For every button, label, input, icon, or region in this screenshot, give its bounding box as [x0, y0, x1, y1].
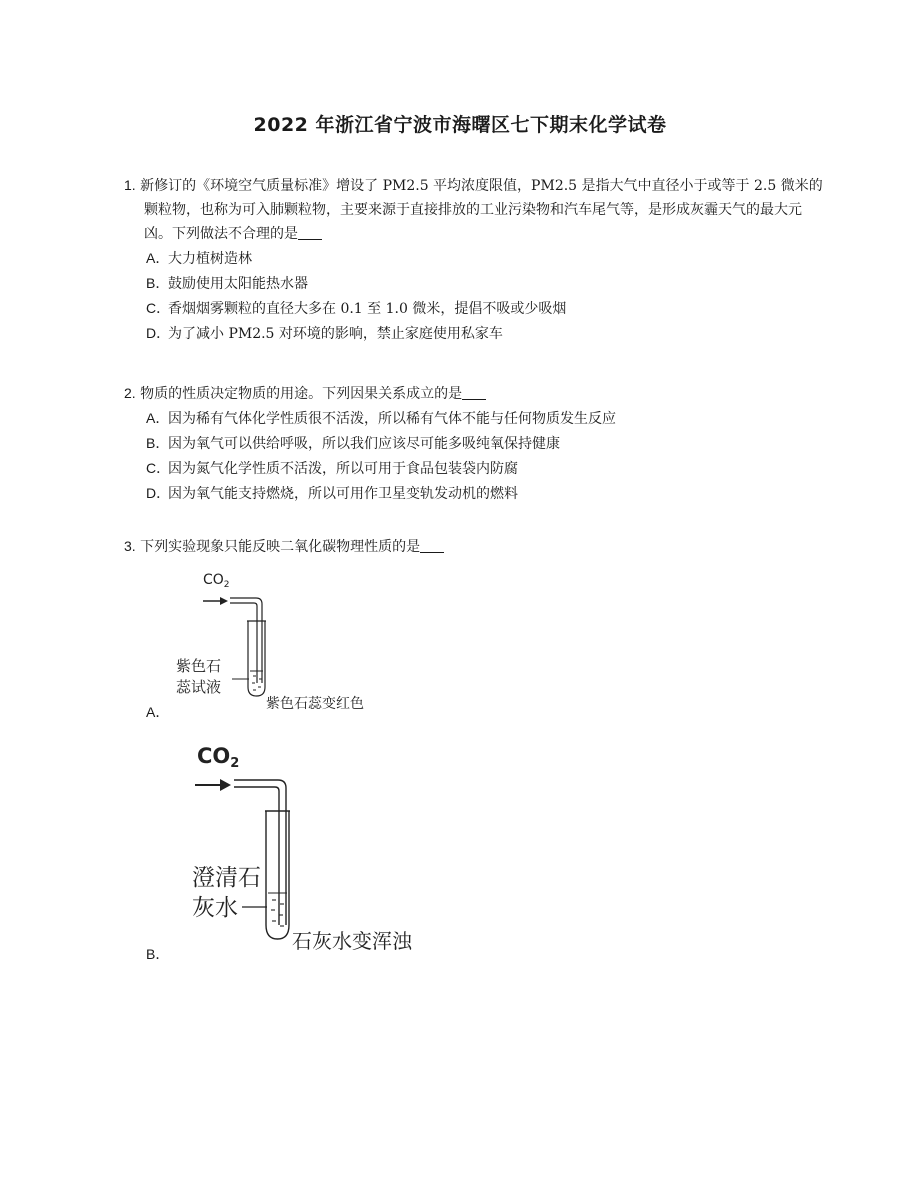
option-b: [124, 431, 824, 456]
option-a-label: A．: [146, 704, 170, 720]
option-text: 香烟烟雾颗粒的直径大多在 0.1 至 1.0 微米，提倡不吸或少吸烟: [168, 301, 567, 317]
option-label: A．: [146, 250, 170, 266]
option-b: [124, 271, 824, 296]
option-label: B．: [146, 275, 170, 291]
option-label: B．: [146, 435, 170, 451]
option-label: D．: [146, 325, 171, 341]
option-text: 因为氧气能支持燃烧，所以可用作卫星变轨发动机的燃料: [168, 486, 518, 502]
option-label: D．: [146, 485, 171, 501]
delivery-tube: [230, 598, 262, 683]
question-number: 2.: [124, 385, 136, 401]
option-text: 为了减小 PM2.5 对环境的影响，禁止家庭使用私家车: [168, 326, 503, 342]
answer-blank: [298, 225, 322, 240]
arrow-icon: [195, 779, 231, 791]
question-2: [124, 381, 824, 506]
figure-a-litmus-test-tube: [170, 565, 390, 720]
option-text: 因为氮气化学性质不活泼，所以可用于食品包装袋内防腐: [168, 461, 518, 477]
figure-a-gas-label: $CO_2$: [203, 572, 230, 590]
figure-a-result: 紫色石蕊变红色: [266, 696, 364, 712]
question-stem: [124, 173, 824, 246]
delivery-tube: [234, 780, 286, 925]
option-d: [124, 481, 824, 506]
option-text: 大力植树造林: [168, 251, 252, 267]
question-stem: [124, 534, 824, 559]
option-label: C．: [146, 300, 171, 316]
question-3: [124, 534, 824, 559]
question-text: 下列实验现象只能反映二氧化碳物理性质的是: [140, 539, 421, 555]
option-a: [124, 246, 824, 271]
option-c: [124, 456, 824, 481]
question-stem: [124, 381, 824, 406]
option-text: 鼓励使用太阳能热水器: [168, 276, 308, 292]
question-number: 3.: [124, 538, 136, 554]
arrow-icon: [203, 597, 228, 605]
option-b-label: B．: [146, 946, 170, 962]
answer-blank: [462, 385, 486, 400]
question-1: [124, 173, 824, 346]
question-text: 新修订的《环境空气质量标准》增设了 PM2.5 平均浓度限值，PM2.5 是指大气中直径小于或等于 2.5 微米的颗粒物，也称为可入肺颗粒物，主要来源于直接排放的工业污染物和汽车尾气等，是形成灰霾天气的最大元凶。下列做法不合理的是: [140, 178, 823, 242]
figure-b-limewater-test-tube: [170, 735, 450, 960]
option-d: [124, 321, 824, 346]
option-label: C．: [146, 460, 171, 476]
page-title: 2022 年浙江省宁波市海曙区七下期末化学试卷: [253, 114, 667, 136]
option-a: [124, 406, 824, 431]
figure-b-result: 石灰水变浑浊: [292, 929, 412, 953]
liquid-level-marks: [268, 893, 287, 926]
option-text: 因为氧气可以供给呼吸，所以我们应该尽可能多吸纯氧保持健康: [168, 436, 560, 452]
option-text: 因为稀有气体化学性质很不活泼，所以稀有气体不能与任何物质发生反应: [168, 411, 616, 427]
figure-b-gas-label: CO2: [197, 744, 240, 771]
answer-blank: [420, 538, 444, 553]
figure-a-reagent-line2: 蕊试液: [176, 678, 222, 696]
option-label: A．: [146, 410, 170, 426]
question-number: 1.: [124, 177, 136, 193]
option-c: [124, 296, 824, 321]
figure-a-reagent-line1: 紫色石: [176, 657, 222, 675]
figure-b-reagent-line2: 灰水: [192, 895, 238, 921]
figure-b-reagent-line1: 澄清石: [192, 865, 261, 891]
question-text: 物质的性质决定物质的用途。下列因果关系成立的是: [140, 386, 463, 402]
